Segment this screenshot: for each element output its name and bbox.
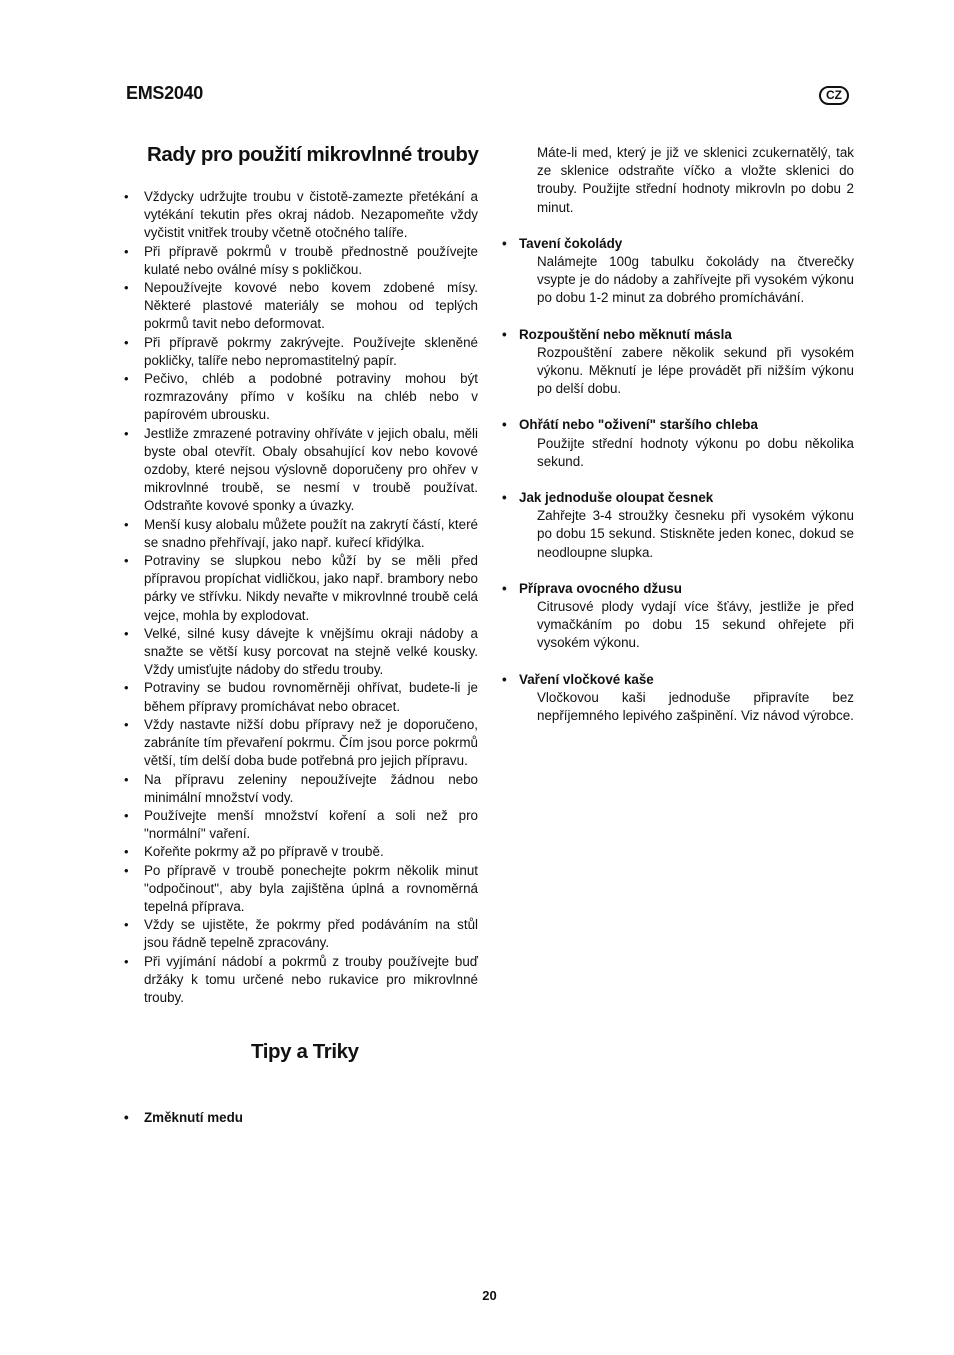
usage-tips-list xyxy=(124,188,478,1007)
tip-porridge xyxy=(500,671,854,726)
list-item: • Vždy se ujistěte, že pokrmy před podáváním na stůl jsou řádně tepelně zpracovány. xyxy=(124,916,478,952)
list-item: • Na přípravu zeleniny nepoužívejte žádnou nebo minimální množství vody. xyxy=(124,771,478,807)
tip-text: Rozpouštění zabere několik sekund při vysokém výkonu. Měknutí je lépe provádět při nižším výkonu po delší dobu. xyxy=(537,344,854,397)
tip-title-honey: • Změknutí medu xyxy=(124,1109,478,1127)
list-item: • Potraviny se slupkou nebo kůží by se měli před přípravou propíchat vidličkou, jako např. brambory nebo párky ve střívku. Nikdy nevařte v mikrovlnné troubě celá vejce, mohla by explodovat. xyxy=(124,552,478,625)
tip-title: • Tavení čokolády xyxy=(500,235,854,253)
list-item: • Menší kusy alobalu můžete použít na zakrytí částí, které se snadno přehřívají, jako např. kuřecí křidýlka. xyxy=(124,516,478,552)
list-item: • Po přípravě v troubě ponechejte pokrm několik minut "odpočinout", aby byla zajištěna úplná a rovnoměrná tepelná příprava. xyxy=(124,862,478,917)
tip-text-honey: Máte-li med, který je již ve sklenici zcukernatělý, tak ze sklenice odstraňte víčko a vložte sklenici do trouby. Použijte střední hodnoty mikrovln po dobu 2 minut. xyxy=(537,145,854,215)
list-item: • Používejte menší množství koření a soli než pro "normální" vaření. xyxy=(124,807,478,843)
tips-tricks-column xyxy=(500,144,854,743)
list-item: • Potraviny se budou rovnoměrněji ohřívat, budete-li je během přípravy promíchávat nebo obracet. xyxy=(124,679,478,715)
list-item: • Kořeňte pokrmy až po přípravě v troubě. xyxy=(124,843,478,861)
list-item: • Velké, silné kusy dávejte k vnějšímu okraji nádoby a snažte se větší kusy porcovat na stejně velké kousky. Vždy umisťujte nádoby do středu trouby. xyxy=(124,625,478,680)
usage-tips-column xyxy=(124,188,478,1007)
list-item: • Při vyjímání nádobí a pokrmů z trouby používejte buď držáky k tomu určené nebo rukavice pro mikrovlnné trouby. xyxy=(124,953,478,1008)
language-badge: CZ xyxy=(819,86,849,105)
tip-butter xyxy=(500,326,854,399)
tip-garlic xyxy=(500,489,854,562)
tip-text: Použijte střední hodnoty výkonu po dobu několika sekund. xyxy=(537,435,854,469)
tip-juice xyxy=(500,580,854,653)
page-number: 20 xyxy=(482,1288,497,1303)
tip-text: Vločkovou kaši jednoduše připravíte bez nepříjemného lepivého zašpinění. Viz návod výrobce. xyxy=(537,689,854,724)
section-title-usage-tips: Rady pro použití mikrovlnné trouby xyxy=(147,143,479,166)
section-title-tips-tricks: Tipy a Triky xyxy=(251,1040,359,1063)
list-item: • Jestliže zmrazené potraviny ohříváte v jejich obalu, měli byste obal otevřít. Obaly obsahující kov nebo kovové ozdoby, které nejsou výslovně doporučeny pro ohřev v mikrovlnné troubě, se nesmí v troubě používat. Odstraňte kovové sponky a úvazky. xyxy=(124,425,478,516)
list-item: • Při přípravě pokrmy zakrývejte. Používejte skleněné pokličky, talíře nebo nepromastitelný papír. xyxy=(124,334,478,370)
tip-text: Nalámejte 100g tabulku čokolády na čtverečky vsypte je do nádoby a zahřívejte při vysokém výkonu po dobu 1-2 minut za dobrého promíchávání. xyxy=(537,254,854,306)
list-item: • Pečivo, chléb a podobné potraviny mohou být rozmrazovány přímo v košíku na chléb nebo v papírovém ubrousku. xyxy=(124,370,478,425)
list-item: • Při přípravě pokrmů v troubě přednostně používejte kulaté nebo oválné mísy s pokličkou. xyxy=(124,243,478,279)
tip-title: • Ohřátí nebo "oživení" staršího chleba xyxy=(500,416,854,434)
tip-chocolate xyxy=(500,235,854,308)
list-item: • Vždy nastavte nižší dobu přípravy než je doporučeno, zabráníte tím převaření pokrmu. Čím jsou porce pokrmů větší, tím delší doba bude potřebná pro jejich přípravu. xyxy=(124,716,478,771)
tip-text: Zahřejte 3-4 stroužky česneku při vysokém výkonu po dobu 15 sekund. Stiskněte jeden konec, dokud se neodloupne slupka. xyxy=(537,508,854,560)
model-name: EMS2040 xyxy=(126,83,203,103)
tip-bread xyxy=(500,416,854,471)
list-item: • Nepoužívejte kovové nebo kovem zdobené mísy. Některé plastové materiály se mohou od teplých pokrmů tavit nebo deformovat. xyxy=(124,279,478,334)
tip-title: • Rozpouštění nebo měknutí másla xyxy=(500,326,854,344)
tip-text: Citrusové plody vydají více šťávy, jestliže je před vymačkáním po dobu 15 sekund ohřejete při vysokém výkonu. xyxy=(537,599,854,651)
tip-title: • Příprava ovocného džusu xyxy=(500,580,854,598)
tip-title: • Vaření vločkové kaše xyxy=(500,671,854,689)
tip-title: • Jak jednoduše oloupat česnek xyxy=(500,489,854,507)
list-item: • Vždycky udržujte troubu v čistotě-zamezte přetékání a vytékání tekutin přes okraj nádob. Nezapomeňte vždy vyčistit vnitřek trouby včetně otočného talíře. xyxy=(124,188,478,243)
